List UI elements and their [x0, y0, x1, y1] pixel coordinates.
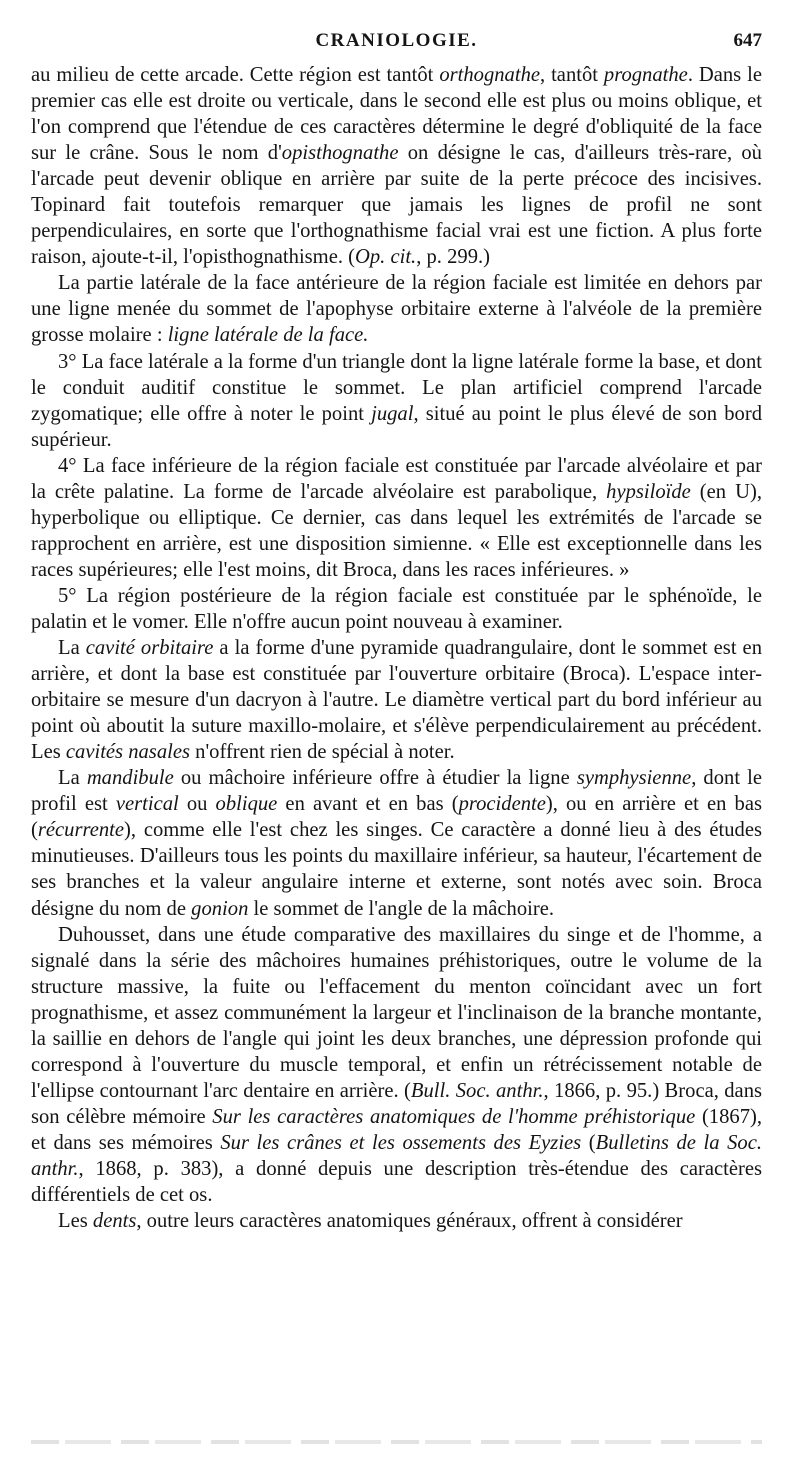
text-run: ou mâchoire inférieure offre à étudier la ligne [173, 767, 577, 790]
paragraph [31, 453, 762, 583]
italic-term: Op. cit. [355, 246, 417, 269]
text-run: (1867), et dans ses mémoires [31, 1105, 762, 1154]
italic-term: récurrente [37, 819, 125, 842]
text-run: le sommet de l'angle de la mâchoire. [248, 897, 555, 920]
text-run: , tantôt [540, 64, 604, 86]
text-run: , 1866, p. 95.) Broca, dans son célèbre mémoire [31, 1079, 763, 1128]
text-run: au milieu de cette arcade. Cette région est tantôt [31, 64, 440, 86]
text-run: 3° La face latérale a la forme d'un triangle dont la ligne latérale forme la base, et dont le conduit auditif constitue le sommet. Le plan artificiel comprend l'arcade zygomatique; elle offre à noter le point [31, 350, 762, 425]
text-run: Duhousset, dans une étude comparative des maxillaires du singe et de l'homme, a signalé dans la série des mâchoires humaines préhistoriques, outre le volume de la structure massive, la fuite ou l'effacement du menton coïncidant avec un fort prognathisme, et assez communément la largeur et l'inclinaison de la branche montante, la saillie en dehors de l'angle qui joint les deux branches, une dépression profonde qui correspond à l'ouverture du muscle temporal, et enfin un rétrécissement notable de l'ellipse contournant l'arc dentaire en arrière. ( [31, 923, 762, 1102]
italic-term: prognathe [603, 64, 688, 86]
paragraph [31, 922, 762, 1209]
text-run: ou [178, 793, 216, 816]
text-run: , situé au point le plus élevé de son bord supérieur. [31, 402, 762, 451]
text-run: ( [581, 1131, 596, 1154]
text-run: , dont le profil est [31, 767, 762, 816]
bleed-through-trace [31, 1440, 762, 1444]
paragraph [31, 349, 762, 453]
text-run: on désigne le cas, d'ailleurs très-rare, où l'arcade peut devenir oblique en arrière par suite de la perte précoce des incisives. Topinard fait toutefois remarquer que jamais les lignes de profil ne sont perpendiculaires, en sorte que l'orthognathisme facial vrai est une fiction. A plus forte raison, ajoute-t-il, l'opisthognathisme. ( [31, 142, 762, 269]
paragraph [31, 62, 762, 270]
italic-term: Bull. Soc. anthr. [410, 1079, 544, 1102]
italic-term: cavités nasales [65, 741, 190, 764]
italic-term: jugal [371, 402, 414, 425]
italic-term: Bulletins de la Soc. anthr. [31, 1131, 762, 1180]
italic-term: hypsiloïde [606, 480, 691, 503]
text-run: , p. 299.) [416, 246, 490, 269]
text-run: La partie latérale de la face antérieure de la région faciale est limitée en dehors par une ligne menée du sommet de l'apophyse orbitaire externe à l'alvéole de la première grosse molaire : [31, 272, 762, 347]
paragraph [31, 635, 762, 765]
italic-term: cavité orbitaire [85, 637, 214, 660]
italic-term: opisthognathe [281, 142, 399, 165]
text-run: 4° La face inférieure de la région faciale est constituée par l'arcade alvéolaire et par la crête palatine. La forme de l'arcade alvéolaire est parabolique, [31, 454, 762, 503]
page-header [31, 30, 762, 58]
text-run: n'offrent rien de spécial à noter. [190, 741, 455, 764]
italic-term: procidente [458, 793, 546, 816]
running-title: CRANIOLOGIE. [315, 30, 478, 51]
text-run: ), ou en arrière et en bas ( [31, 793, 762, 842]
italic-term: vertical [115, 793, 179, 816]
italic-term: Sur les caractères anatomiques de l'homme préhistorique [212, 1105, 696, 1128]
paragraph [31, 270, 762, 348]
text-run: ), comme elle l'est chez les singes. Ce caractère a donné lieu à des études minutieuses. D'ailleurs tous les points du maxillaire inférieur, sa hauteur, l'écartement de ses branches et la valeur angulaire interne et externe, sont notés avec soin. Broca désigne du nom de [31, 819, 762, 920]
italic-term: symphysienne [576, 767, 692, 790]
text-run: a la forme d'une pyramide quadrangulaire, dont le sommet est en arrière, et dont la base est constituée par l'ouverture orbitaire (Broca). L'espace inter-orbitaire se mesure d'un dacryon à l'autre. Le diamètre vertical part du bord inférieur au point où aboutit la suture maxillo-molaire, et s'élève perpendiculairement au précédent. Les [31, 637, 762, 764]
italic-term: ligne latérale de la face. [167, 324, 369, 347]
italic-term: orthognathe [439, 64, 541, 86]
text-run: (en U), hyperbolique ou elliptique. Ce dernier, cas dans lequel les extrémités de l'arcade se rapprochent en arrière, est une disposition simienne. « Elle est exceptionnelle dans les races supérieures; elle l'est moins, dit Broca, dans les races inférieures. » [31, 480, 762, 581]
text-run: , outre leurs caractères anatomiques généraux, offrent à considérer [136, 1210, 683, 1233]
paragraph [31, 1208, 762, 1234]
text-run: . Dans le premier cas elle est droite ou verticale, dans le second elle est plus ou moins oblique, et l'on comprend que l'étendue de ces caractères détermine le degré d'obliquité de la face sur le crâne. Sous le nom d' [31, 64, 762, 165]
text-run: , 1868, p. 383), a donné depuis une description très-étendue des caractères différentiels de cet os. [31, 1157, 762, 1207]
page-number: 647 [733, 30, 762, 51]
italic-term: Sur les crânes et les ossements des Eyzies [220, 1131, 582, 1154]
italic-term: oblique [215, 793, 278, 816]
text-run: La [58, 637, 86, 660]
text-run: en avant et en bas ( [277, 793, 459, 816]
italic-term: mandibule [86, 767, 174, 790]
italic-term: dents [92, 1210, 137, 1233]
text-run: 5° La région postérieure de la région faciale est constituée par le sphénoïde, le palatin et le vomer. Elle n'offre aucun point nouveau à examiner. [31, 584, 762, 633]
body-text [31, 62, 762, 1234]
paragraph [31, 765, 762, 921]
paragraph [31, 583, 762, 635]
text-run: La [58, 767, 87, 790]
text-run: Les [58, 1210, 93, 1233]
italic-term: gonion [191, 897, 249, 920]
